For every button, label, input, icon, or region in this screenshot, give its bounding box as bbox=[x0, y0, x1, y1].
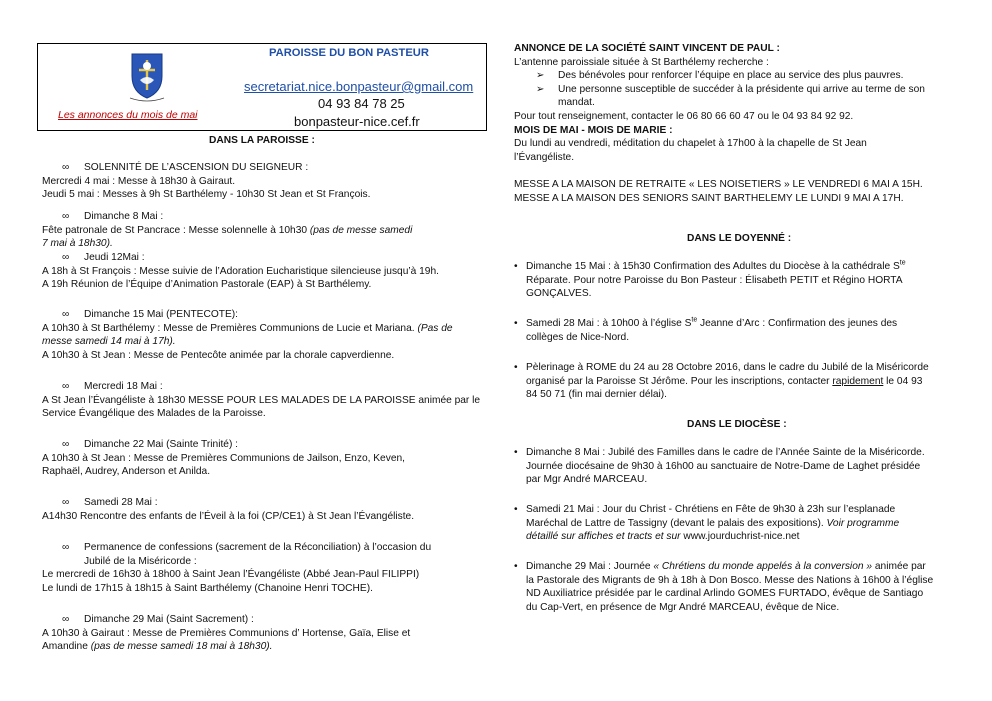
announcement-line: A St Jean l’Évangéliste à 18h30 MESSE POUR LES MALADES DE LA PAROISSE animée par le bbox=[42, 394, 481, 406]
parish-crest-logo bbox=[126, 50, 168, 102]
announcement-head: ∞ Permanence de confessions (sacrement de la Réconciliation) à l’occasion du bbox=[62, 542, 432, 553]
announcement-head: ∞ Dimanche 29 Mai (Saint Sacrement) : bbox=[62, 614, 254, 625]
infinity-bullet-icon: ∞ bbox=[62, 252, 70, 263]
svp-announcement bbox=[514, 42, 954, 205]
infinity-bullet-icon: ∞ bbox=[62, 309, 70, 320]
announcement-line: A 10h30 à St Barthélemy : Messe de Premières Communions de Lucie et Mariana. (Pas de bbox=[42, 322, 453, 334]
infinity-bullet-icon: ∞ bbox=[62, 162, 70, 173]
phone-number: 04 93 84 78 25 bbox=[318, 96, 405, 111]
announcement-28-mai bbox=[42, 496, 482, 523]
website-url: bonpasteur-nice.cef.fr bbox=[294, 114, 420, 129]
announcement-line: Le lundi de 17h15 à 18h15 à Saint Barthélemy (Chanoine Henri TOCHE). bbox=[42, 582, 373, 594]
announcement-line: 7 mai à 18h30). bbox=[42, 238, 113, 250]
announcement-line: A 18h à St François : Messe suivie de l’Adoration Eucharistique silencieuse jusqu’à 19h. bbox=[42, 265, 439, 277]
header-box bbox=[37, 43, 487, 131]
announcement-line: A14h30 Rencontre des enfants de l’Éveil à la foi (CP/CE1) à St Jean l’Évangéliste. bbox=[42, 510, 415, 522]
svp-need-item: ➢ Une personne susceptible de succéder à la présidente qui arrive au terme de son bbox=[536, 83, 925, 95]
retraite-line: MESSE A LA MAISON DE RETRAITE « LES NOISETIERS » LE VENDREDI 6 MAI A 15H. bbox=[514, 178, 923, 190]
diocese-item: • Dimanche 29 Mai : Journée « Chrétiens du monde appelés à la conversion » animée par la Pastorale des Migrants de 9h à 18h à Don Bosco. Messe des Nations à 16h00 à l’église ND Auxiliatrice présidée par le cardinal Arlindo GOMES FURTADO, évêque de Santiago du Cap-Vert, en présence de Mgr André MARCEAU, évêque de Nice. bbox=[514, 561, 934, 613]
doyenne-item: • Dimanche 15 Mai : à 15h30 Confirmation des Adultes du Diocèse à la cathédrale $S^{te}$ Réparate. Pour notre Paroisse du Bon Pasteur : Élisabeth PETIT et Régino HORTA GONÇALVES. bbox=[514, 259, 906, 300]
announcement-8-mai bbox=[42, 210, 482, 251]
marie-line: Du lundi au vendredi, méditation du chapelet à 17h00 à la chapelle de St Jean bbox=[514, 138, 867, 150]
announcement-line: Amandine (pas de messe samedi 18 mai à 18h30). bbox=[42, 641, 273, 653]
bullet-icon: • bbox=[514, 504, 518, 515]
announcement-head: ∞ SOLENNITÉ DE L’ASCENSION DU SEIGNEUR : bbox=[62, 162, 309, 173]
announcement-head: ∞ Dimanche 15 Mai (PENTECOTE): bbox=[62, 309, 238, 320]
announcement-head: ∞ Samedi 28 Mai : bbox=[62, 497, 158, 508]
announcement-pentecote bbox=[42, 308, 482, 362]
announcement-head-continued: Jubilé de la Miséricorde : bbox=[84, 555, 197, 567]
announcement-line: Raphaël, Audrey, Anderson et Anilda. bbox=[42, 466, 211, 478]
announcement-confessions bbox=[42, 541, 482, 595]
announcement-line: messe samedi 14 mai à 17h). bbox=[42, 336, 176, 348]
bullet-icon: • bbox=[514, 261, 518, 272]
announcement-head: ∞ Jeudi 12Mai : bbox=[62, 252, 145, 263]
infinity-bullet-icon: ∞ bbox=[62, 439, 70, 450]
section-title-paroisse: DANS LA PAROISSE : bbox=[209, 135, 315, 146]
marie-line: l’Évangéliste. bbox=[514, 151, 575, 163]
section-title-doyenne: DANS LE DOYENNÉ : bbox=[687, 233, 792, 244]
diocese-item: • Dimanche 8 Mai : Jubilé des Familles dans le cadre de l’Année Sainte de la Miséricorde. Journée diocésaine de 9h30 à 16h00 au sanctuaire de Notre-Dame de Laghet présidée par Mgr André MARCEAU. bbox=[514, 447, 925, 486]
announcement-head: ∞ Mercredi 18 Mai : bbox=[62, 381, 163, 392]
bullet-icon: • bbox=[514, 561, 518, 572]
infinity-bullet-icon: ∞ bbox=[62, 614, 70, 625]
marie-title: MOIS DE MAI - MOIS DE MARIE : bbox=[514, 124, 673, 136]
email-link[interactable]: secretariat.nice.bonpasteur@gmail.com bbox=[244, 79, 474, 94]
announcement-line: Jeudi 5 mai : Messes à 9h St Barthélemy - 10h30 St Jean et St François. bbox=[42, 189, 371, 201]
svp-title: ANNONCE DE LA SOCIÉTÉ SAINT VINCENT DE PAUL : bbox=[514, 43, 780, 54]
announcement-line: A 10h30 à Gairaut : Messe de Premières Communions d’ Hortense, Gaïa, Elise et bbox=[42, 627, 411, 639]
arrow-bullet-icon: ➢ bbox=[536, 83, 545, 95]
announcement-line: Le mercredi de 16h30 à 18h00 à Saint Jean l’Évangéliste (Abbé Jean-Paul FILIPPI) bbox=[42, 569, 420, 581]
infinity-bullet-icon: ∞ bbox=[62, 381, 70, 392]
svp-need-item-continued: mandat. bbox=[558, 97, 595, 109]
announcement-line: A 10h30 à St Jean : Messe de Pentecôte animée par la chorale capverdienne. bbox=[42, 349, 395, 361]
jourduchrist-link[interactable]: www.jourduchrist-nice.net bbox=[680, 531, 800, 543]
announcement-18-mai bbox=[42, 380, 482, 421]
infinity-bullet-icon: ∞ bbox=[62, 211, 70, 222]
announcement-head: ∞ Dimanche 22 Mai (Sainte Trinité) : bbox=[62, 439, 239, 450]
infinity-bullet-icon: ∞ bbox=[62, 497, 70, 508]
doyenne-item: • Pèlerinage à ROME du 24 au 28 Octobre 2016, dans le cadre du Jubilé de la Miséricorde organisé par la Paroisse St Jérôme. Pour les inscriptions, contacter rapidement le 04 93 84 50 71 (fin mai dernier délai). bbox=[514, 362, 929, 401]
svp-contact: Pour tout renseignement, contacter le 06 80 66 60 47 ou le 04 93 84 92 92. bbox=[514, 110, 854, 122]
section-title-diocese: DANS LE DIOCÈSE : bbox=[687, 419, 787, 430]
svp-intro: L’antenne paroissiale située à St Barthélemy recherche : bbox=[514, 56, 769, 68]
announcement-line: Fête patronale de St Pancrace : Messe solennelle à 10h30 (pas de messe samedi bbox=[42, 224, 413, 236]
announcements-caption: Les annonces du mois de mai bbox=[58, 109, 198, 121]
bullet-icon: • bbox=[514, 318, 518, 329]
announcement-12-mai bbox=[42, 251, 482, 292]
announcement-22-mai bbox=[42, 438, 482, 479]
announcement-line: Service Évangélique des Malades de la Paroisse. bbox=[42, 408, 266, 420]
parish-title: PAROISSE DU BON PASTEUR bbox=[269, 47, 429, 59]
announcement-line: A 19h Réunion de l’Équipe d’Animation Pastorale (EAP) à St Barthélemy. bbox=[42, 279, 372, 291]
announcement-29-mai bbox=[42, 613, 482, 654]
announcement-head: ∞ Dimanche 8 Mai : bbox=[62, 211, 164, 222]
svp-need-item: ➢ Des bénévoles pour renforcer l’équipe en place au service des plus pauvres. bbox=[536, 70, 904, 82]
diocese-item: • Samedi 21 Mai : Jour du Christ - Chrétiens en Fête de 9h30 à 23h sur l’esplanade Maréchal de Lattre de Tassigny (devant le palais des expositions). Voir programme détaillé sur affiches et tracts et sur www.jourduchrist-nice.net bbox=[514, 504, 900, 543]
bullet-icon: • bbox=[514, 362, 518, 373]
infinity-bullet-icon: ∞ bbox=[62, 542, 70, 553]
bullet-icon: • bbox=[514, 447, 518, 458]
arrow-bullet-icon: ➢ bbox=[536, 70, 545, 82]
retraite-line: MESSE A LA MAISON DES SENIORS SAINT BARTHELEMY LE LUNDI 9 MAI A 17H. bbox=[514, 192, 904, 204]
announcement-line: Mercredi 4 mai : Messe à 18h30 à Gairaut. bbox=[42, 175, 236, 187]
announcement-ascension bbox=[42, 161, 482, 202]
announcement-line: A 10h30 à St Jean : Messe de Premières Communions de Jailson, Enzo, Keven, bbox=[42, 452, 405, 464]
right-column bbox=[496, 0, 992, 701]
doyenne-item: • Samedi 28 Mai : à 10h00 à l’église $S^{te}$ Jeanne d’Arc : Confirmation des jeunes des collèges de Nice-Nord. bbox=[514, 316, 898, 343]
